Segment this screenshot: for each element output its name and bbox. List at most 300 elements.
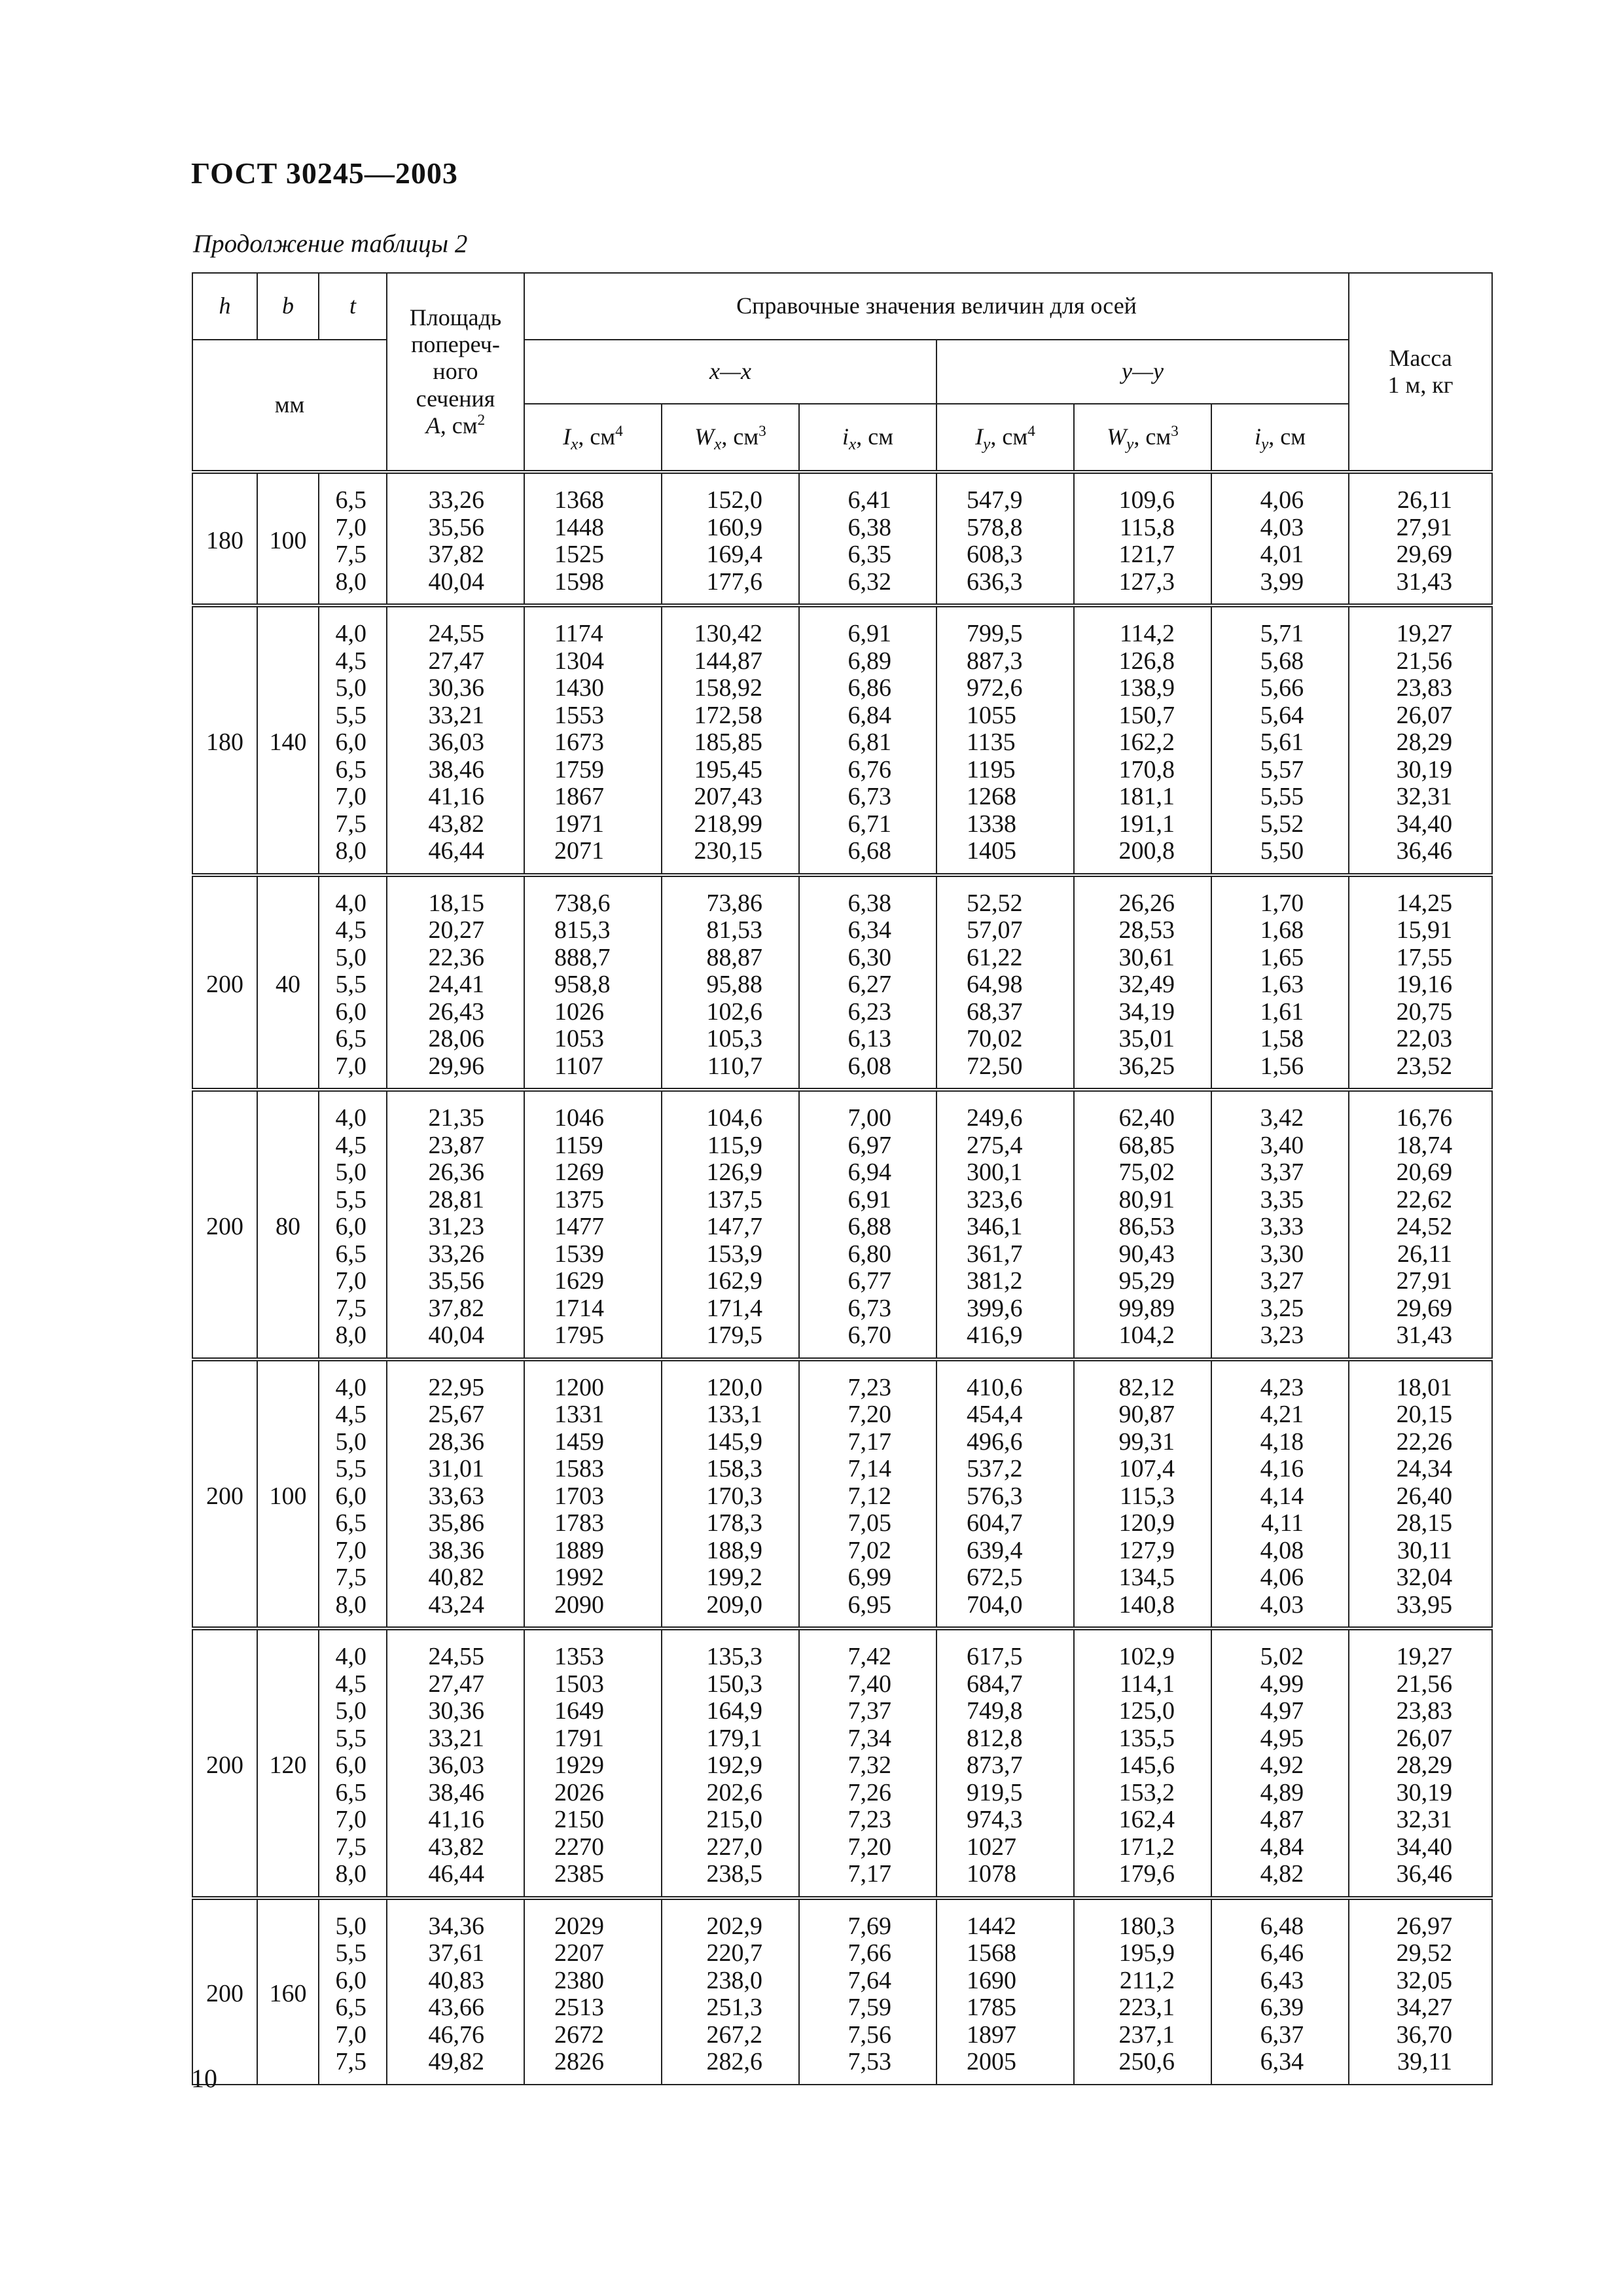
- modulus-y-value: 237,1: [1118, 2020, 1175, 2049]
- inertia-x-value: 1539: [554, 1240, 604, 1268]
- inertia-y-value: 972,6: [967, 674, 1023, 702]
- area-value: 24,55: [428, 620, 484, 647]
- inertia-x-value: 1795: [554, 1321, 604, 1349]
- area-value: 30,36: [428, 674, 484, 702]
- area-value: 20,27: [428, 916, 484, 944]
- modulus-x-value: 282,6: [706, 2048, 762, 2075]
- inertia-x-value: 1353: [554, 1643, 604, 1670]
- radius-x-value: 6,94: [847, 1158, 891, 1186]
- thickness-value: 5,5: [335, 1939, 366, 1967]
- inertia-y-value: 1078: [967, 1860, 1016, 1888]
- thickness-value: 6,0: [335, 997, 366, 1026]
- inertia-y-value: 576,3: [967, 1482, 1023, 1510]
- modulus-y-value: 99,89: [1118, 1294, 1175, 1322]
- inertia-x-value: 2090: [554, 1590, 604, 1619]
- cell-inertia-x: [524, 605, 662, 875]
- modulus-y-value: 36,25: [1118, 1052, 1175, 1080]
- cell-area: [387, 875, 524, 1090]
- inertia-x-value: 958,8: [554, 971, 611, 998]
- inertia-y-value: 70,02: [967, 1025, 1023, 1052]
- modulus-y-value: 68,85: [1118, 1131, 1175, 1159]
- radius-y-value: 1,61: [1260, 997, 1304, 1026]
- radius-y-value: 4,87: [1260, 1806, 1304, 1833]
- area-value: 31,01: [428, 1455, 484, 1482]
- modulus-x-value: 105,3: [706, 1025, 762, 1052]
- modulus-x-value: 215,0: [706, 1806, 762, 1833]
- inertia-x-value: 1053: [554, 1025, 604, 1052]
- inertia-y-value: 1785: [967, 1994, 1016, 2021]
- radius-y-value: 5,71: [1260, 620, 1304, 647]
- radius-y-value: 3,35: [1260, 1185, 1304, 1213]
- mass-value: 19,16: [1396, 971, 1453, 998]
- inertia-x-value: 1331: [554, 1401, 604, 1428]
- inertia-x-value: 1598: [554, 567, 604, 596]
- inertia-x-value: 888,7: [554, 943, 611, 971]
- radius-x-value: 7,02: [847, 1536, 891, 1564]
- cell-mass: [1349, 605, 1492, 875]
- inertia-x-value: 2150: [554, 1806, 604, 1833]
- radius-y-value: 4,01: [1260, 541, 1304, 568]
- cell-area: [387, 605, 524, 875]
- area-value: 35,56: [428, 1267, 484, 1295]
- inertia-x-value: 2672: [554, 2020, 604, 2049]
- inertia-x-value: 738,6: [554, 889, 611, 917]
- radius-y-value: 4,23: [1260, 1373, 1304, 1401]
- area-value: 18,15: [428, 889, 484, 917]
- thickness-value: 5,0: [335, 1158, 366, 1186]
- mass-value: 26,11: [1397, 486, 1453, 514]
- area-value: 24,41: [428, 971, 484, 998]
- modulus-y-value: 34,19: [1118, 997, 1175, 1026]
- header-area-unit: A, $см^2$: [425, 412, 486, 439]
- inertia-x-value: 1430: [554, 674, 604, 702]
- modulus-y-value: 90,43: [1118, 1240, 1175, 1268]
- radius-x-value: 6,08: [847, 1052, 891, 1080]
- modulus-y-value: 120,9: [1118, 1509, 1175, 1537]
- area-value: 26,36: [428, 1158, 484, 1186]
- modulus-x-value: 158,92: [694, 674, 762, 702]
- modulus-y-value: 115,3: [1119, 1482, 1175, 1510]
- modulus-x-value: 162,9: [706, 1267, 762, 1295]
- mass-value: 34,40: [1396, 810, 1453, 838]
- radius-y-value: 5,52: [1260, 810, 1304, 838]
- inertia-x-value: 2826: [554, 2048, 604, 2075]
- modulus-y-value: 109,6: [1118, 486, 1175, 514]
- mass-value: 30,19: [1396, 1778, 1453, 1806]
- inertia-x-value: 2071: [554, 837, 604, 865]
- cell-radius-x: [799, 1898, 936, 2085]
- thickness-value: 4,0: [335, 1104, 366, 1132]
- mass-value: 29,52: [1396, 1939, 1453, 1967]
- area-value: 40,04: [428, 1321, 484, 1349]
- modulus-y-value: 32,49: [1118, 971, 1175, 998]
- inertia-x-value: 1929: [554, 1751, 604, 1779]
- modulus-y-value: 126,8: [1118, 647, 1175, 675]
- cell-inertia-y: [936, 1090, 1074, 1359]
- thickness-value: 7,0: [335, 783, 366, 810]
- area-value: 40,82: [428, 1564, 484, 1591]
- header-t: t: [319, 273, 387, 340]
- inertia-y-value: 639,4: [967, 1536, 1023, 1564]
- mass-value: 28,15: [1396, 1509, 1453, 1537]
- inertia-x-value: 1867: [554, 783, 604, 810]
- mass-value: 28,29: [1396, 728, 1453, 756]
- cell-inertia-y: [936, 1628, 1074, 1898]
- area-value: 28,06: [428, 1025, 484, 1052]
- inertia-y-value: 1405: [967, 837, 1016, 865]
- inertia-x-value: 1553: [554, 701, 604, 729]
- modulus-x-value: 145,9: [706, 1427, 762, 1456]
- modulus-x-value: 230,15: [694, 837, 762, 865]
- thickness-value: 7,5: [335, 2048, 366, 2075]
- mass-value: 32,05: [1396, 1966, 1453, 1994]
- thickness-value: 6,0: [335, 1213, 366, 1240]
- modulus-y-value: 121,7: [1118, 541, 1175, 568]
- modulus-y-value: 223,1: [1118, 1994, 1175, 2021]
- modulus-x-value: 218,99: [694, 810, 762, 838]
- modulus-y-value: 140,8: [1118, 1590, 1175, 1619]
- inertia-x-value: 2513: [554, 1994, 604, 2021]
- cell-mass: [1349, 1090, 1492, 1359]
- header-area-line: Площадь: [409, 304, 502, 331]
- area-value: 46,44: [428, 1860, 484, 1888]
- modulus-x-value: 227,0: [706, 1833, 762, 1861]
- inertia-y-value: 1027: [967, 1833, 1016, 1861]
- inertia-y-value: 1338: [967, 810, 1016, 838]
- area-value: 21,35: [428, 1104, 484, 1132]
- cell-width: 160: [257, 1898, 319, 2085]
- radius-x-value: 6,68: [847, 837, 891, 865]
- modulus-x-value: 81,53: [706, 916, 762, 944]
- inertia-y-value: 61,22: [967, 943, 1023, 971]
- radius-y-value: 5,61: [1260, 728, 1304, 756]
- cell-area: [387, 1090, 524, 1359]
- thickness-value: 4,5: [335, 916, 366, 944]
- thickness-value: 6,0: [335, 1751, 366, 1779]
- inertia-y-value: 672,5: [967, 1564, 1023, 1591]
- cell-inertia-x: [524, 875, 662, 1090]
- radius-y-value: 6,39: [1260, 1994, 1304, 2021]
- inertia-y-value: 72,50: [967, 1052, 1023, 1080]
- modulus-y-value: 162,4: [1118, 1806, 1175, 1833]
- cell-inertia-x: [524, 472, 662, 605]
- mass-value: 31,43: [1396, 567, 1453, 596]
- area-value: 37,82: [428, 1294, 484, 1322]
- area-value: 24,55: [428, 1643, 484, 1670]
- modulus-y-value: 115,8: [1119, 513, 1175, 541]
- inertia-x-value: 1629: [554, 1267, 604, 1295]
- cell-width: 100: [257, 472, 319, 605]
- mass-value: 32,31: [1396, 1806, 1453, 1833]
- modulus-x-value: 172,58: [694, 701, 762, 729]
- cell-modulus-y: [1074, 1628, 1211, 1898]
- area-value: 30,36: [428, 1697, 484, 1725]
- radius-x-value: 6,13: [847, 1025, 891, 1052]
- area-value: 40,83: [428, 1966, 484, 1994]
- modulus-x-value: 267,2: [706, 2020, 762, 2049]
- cell-modulus-y: [1074, 1090, 1211, 1359]
- radius-x-value: 6,38: [847, 889, 891, 917]
- mass-value: 20,75: [1396, 997, 1453, 1026]
- inertia-y-value: 361,7: [967, 1240, 1023, 1268]
- area-value: 38,46: [428, 1778, 484, 1806]
- modulus-y-value: 134,5: [1118, 1564, 1175, 1591]
- thickness-value: 6,5: [335, 755, 366, 783]
- modulus-x-value: 220,7: [706, 1939, 762, 1967]
- area-value: 36,03: [428, 1751, 484, 1779]
- radius-y-value: 1,63: [1260, 971, 1304, 998]
- inertia-y-value: 887,3: [967, 647, 1023, 675]
- modulus-y-value: 26,26: [1118, 889, 1175, 917]
- cell-inertia-x: [524, 1090, 662, 1359]
- cell-height: 200: [192, 1090, 257, 1359]
- inertia-x-value: 1159: [554, 1131, 603, 1159]
- area-value: 33,26: [428, 486, 484, 514]
- modulus-y-value: 162,2: [1118, 728, 1175, 756]
- mass-value: 24,34: [1396, 1455, 1453, 1482]
- mass-value: 26,11: [1397, 1240, 1453, 1268]
- modulus-y-value: 28,53: [1118, 916, 1175, 944]
- inertia-x-value: 1459: [554, 1427, 604, 1456]
- modulus-y-value: 104,2: [1118, 1321, 1175, 1349]
- inertia-x-value: 1046: [554, 1104, 604, 1132]
- thickness-value: 5,0: [335, 674, 366, 702]
- radius-y-value: 4,03: [1260, 1590, 1304, 1619]
- inertia-y-value: 1690: [967, 1966, 1016, 1994]
- radius-x-value: 7,23: [847, 1373, 891, 1401]
- radius-x-value: 6,89: [847, 647, 891, 675]
- inertia-y-value: 636,3: [967, 567, 1023, 596]
- inertia-y-value: 57,07: [967, 916, 1023, 944]
- modulus-y-value: 180,3: [1118, 1912, 1175, 1940]
- mass-value: 32,04: [1396, 1564, 1453, 1591]
- radius-x-value: 7,20: [847, 1833, 891, 1861]
- cell-mass: [1349, 875, 1492, 1090]
- inertia-x-value: 2207: [554, 1939, 604, 1967]
- inertia-y-value: 604,7: [967, 1509, 1023, 1537]
- thickness-value: 7,5: [335, 541, 366, 568]
- cell-radius-x: [799, 605, 936, 875]
- area-value: 29,96: [428, 1052, 484, 1080]
- radius-y-value: 3,99: [1260, 567, 1304, 596]
- inertia-y-value: 52,52: [967, 889, 1023, 917]
- modulus-x-value: 202,9: [706, 1912, 762, 1940]
- inertia-x-value: 1304: [554, 647, 604, 675]
- modulus-y-value: 195,9: [1118, 1939, 1175, 1967]
- radius-x-value: 7,20: [847, 1401, 891, 1428]
- mass-value: 22,03: [1396, 1025, 1453, 1052]
- inertia-y-value: 608,3: [967, 541, 1023, 568]
- inertia-y-value: 578,8: [967, 513, 1023, 541]
- radius-x-value: 7,64: [847, 1966, 891, 1994]
- modulus-x-value: 126,9: [706, 1158, 762, 1186]
- inertia-x-value: 1673: [554, 728, 604, 756]
- inertia-x-value: 2380: [554, 1966, 604, 1994]
- radius-x-value: 6,91: [847, 1185, 891, 1213]
- thickness-value: 7,5: [335, 1833, 366, 1861]
- area-value: 38,36: [428, 1536, 484, 1564]
- modulus-y-value: 179,6: [1118, 1860, 1175, 1888]
- document-title: ГОСТ 30245—2003: [191, 156, 458, 190]
- profile-group: [192, 472, 1492, 605]
- area-value: 34,36: [428, 1912, 484, 1940]
- header-area-line: попереч-: [411, 331, 500, 357]
- radius-x-value: 6,35: [847, 541, 891, 568]
- inertia-y-value: 454,4: [967, 1401, 1023, 1428]
- modulus-y-value: 80,91: [1118, 1185, 1175, 1213]
- area-value: 46,44: [428, 837, 484, 865]
- modulus-x-value: 153,9: [706, 1240, 762, 1268]
- inertia-y-value: 249,6: [967, 1104, 1023, 1132]
- modulus-y-value: 127,3: [1118, 567, 1175, 596]
- cell-height: 200: [192, 875, 257, 1090]
- radius-y-value: 1,65: [1260, 943, 1304, 971]
- modulus-y-value: 30,61: [1118, 943, 1175, 971]
- thickness-value: 8,0: [335, 567, 366, 596]
- radius-x-value: 7,17: [847, 1427, 891, 1456]
- modulus-x-value: 209,0: [706, 1590, 762, 1619]
- modulus-x-value: 73,86: [706, 889, 762, 917]
- thickness-value: 4,5: [335, 647, 366, 675]
- area-value: 35,86: [428, 1509, 484, 1537]
- radius-y-value: 5,50: [1260, 837, 1304, 865]
- area-value: 27,47: [428, 647, 484, 675]
- thickness-value: 5,5: [335, 1724, 366, 1752]
- inertia-x-value: 1992: [554, 1564, 604, 1591]
- radius-x-value: 6,27: [847, 971, 891, 998]
- inertia-y-value: 496,6: [967, 1427, 1023, 1456]
- mass-value: 15,91: [1396, 916, 1453, 944]
- radius-y-value: 4,11: [1260, 1509, 1304, 1537]
- modulus-y-value: 86,53: [1118, 1213, 1175, 1240]
- inertia-x-value: 1477: [554, 1213, 604, 1240]
- radius-y-value: 4,21: [1260, 1401, 1304, 1428]
- inertia-y-value: 704,0: [967, 1590, 1023, 1619]
- inertia-x-value: 1375: [554, 1185, 604, 1213]
- cell-radius-y: [1211, 875, 1349, 1090]
- modulus-x-value: 238,0: [706, 1966, 762, 1994]
- thickness-value: 5,0: [335, 1697, 366, 1725]
- cell-modulus-y: [1074, 875, 1211, 1090]
- radius-y-value: 3,30: [1260, 1240, 1304, 1268]
- modulus-x-value: 164,9: [706, 1697, 762, 1725]
- table-row: [192, 1090, 1492, 1359]
- modulus-y-value: 138,9: [1118, 674, 1175, 702]
- radius-y-value: 5,57: [1260, 755, 1304, 783]
- radius-x-value: 7,05: [847, 1509, 891, 1537]
- radius-x-value: 7,69: [847, 1912, 891, 1940]
- mass-value: 19,27: [1396, 620, 1453, 647]
- modulus-y-value: 150,7: [1118, 701, 1175, 729]
- cell-height: 200: [192, 1628, 257, 1898]
- mass-value: 30,19: [1396, 755, 1453, 783]
- radius-x-value: 6,23: [847, 997, 891, 1026]
- radius-y-value: 6,37: [1260, 2020, 1304, 2049]
- cell-radius-y: [1211, 1898, 1349, 2085]
- cell-area: [387, 472, 524, 605]
- area-value: 37,61: [428, 1939, 484, 1967]
- inertia-x-value: 1269: [554, 1158, 604, 1186]
- thickness-value: 6,5: [335, 1240, 366, 1268]
- mass-value: 26,07: [1396, 701, 1453, 729]
- modulus-y-value: 107,4: [1118, 1455, 1175, 1482]
- table-row: [192, 472, 1492, 605]
- cell-thickness: [319, 1898, 387, 2085]
- modulus-x-value: 104,6: [706, 1104, 762, 1132]
- modulus-x-value: 158,3: [706, 1455, 762, 1482]
- thickness-value: 5,5: [335, 1455, 366, 1482]
- radius-y-value: 1,56: [1260, 1052, 1304, 1080]
- mass-value: 30,11: [1397, 1536, 1453, 1564]
- radius-x-value: 6,41: [847, 486, 891, 514]
- modulus-x-value: 135,3: [706, 1643, 762, 1670]
- inertia-y-value: 749,8: [967, 1697, 1023, 1725]
- cell-radius-y: [1211, 472, 1349, 605]
- table-row: [192, 1628, 1492, 1898]
- inertia-x-value: 1200: [554, 1373, 604, 1401]
- cell-inertia-y: [936, 605, 1074, 875]
- cell-width: 80: [257, 1090, 319, 1359]
- table-row: [192, 875, 1492, 1090]
- radius-x-value: 7,23: [847, 1806, 891, 1833]
- header-col-ry: $i_y$, см: [1211, 404, 1349, 472]
- table-row: [192, 605, 1492, 875]
- inertia-x-value: 1649: [554, 1697, 604, 1725]
- cell-height: 200: [192, 1359, 257, 1629]
- cell-inertia-x: [524, 1359, 662, 1629]
- area-value: 22,36: [428, 943, 484, 971]
- mass-value: 23,83: [1396, 674, 1453, 702]
- area-value: 31,23: [428, 1213, 484, 1240]
- thickness-value: 8,0: [335, 1321, 366, 1349]
- radius-y-value: 6,43: [1260, 1966, 1304, 1994]
- mass-value: 26,07: [1396, 1724, 1453, 1752]
- profiles-table: [192, 272, 1493, 2085]
- radius-y-value: 3,40: [1260, 1131, 1304, 1159]
- radius-x-value: 6,97: [847, 1131, 891, 1159]
- cell-inertia-y: [936, 875, 1074, 1090]
- modulus-x-value: 171,4: [706, 1294, 762, 1322]
- mass-value: 16,76: [1396, 1104, 1453, 1132]
- area-value: 43,82: [428, 810, 484, 838]
- header-b: b: [257, 273, 319, 340]
- thickness-value: 7,0: [335, 1052, 366, 1080]
- cell-modulus-y: [1074, 1359, 1211, 1629]
- thickness-value: 6,5: [335, 1025, 366, 1052]
- inertia-y-value: 537,2: [967, 1455, 1023, 1482]
- radius-x-value: 7,00: [847, 1104, 891, 1132]
- modulus-y-value: 200,8: [1118, 837, 1175, 865]
- area-value: 46,76: [428, 2020, 484, 2049]
- thickness-value: 4,5: [335, 1401, 366, 1428]
- radius-x-value: 7,37: [847, 1697, 891, 1725]
- mass-value: 26,97: [1396, 1912, 1453, 1940]
- cell-width: 120: [257, 1628, 319, 1898]
- modulus-x-value: 144,87: [694, 647, 762, 675]
- thickness-value: 7,5: [335, 1294, 366, 1322]
- mass-value: 39,11: [1397, 2048, 1453, 2075]
- modulus-x-value: 133,1: [706, 1401, 762, 1428]
- inertia-y-value: 1568: [967, 1939, 1016, 1967]
- radius-x-value: 7,26: [847, 1778, 891, 1806]
- thickness-value: 7,0: [335, 1806, 366, 1833]
- cell-inertia-y: [936, 1359, 1074, 1629]
- cell-height: 180: [192, 472, 257, 605]
- modulus-y-value: 127,9: [1118, 1536, 1175, 1564]
- mass-value: 17,55: [1396, 943, 1453, 971]
- modulus-x-value: 185,85: [694, 728, 762, 756]
- radius-y-value: 3,27: [1260, 1267, 1304, 1295]
